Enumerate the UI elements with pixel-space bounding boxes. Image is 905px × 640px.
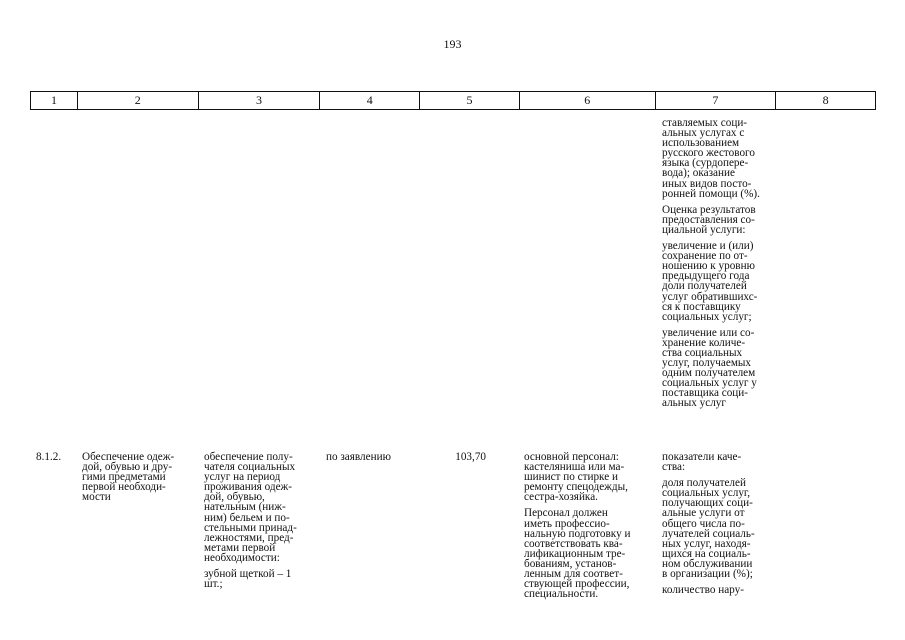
indicator-paragraph: показатели каче- ства: (662, 451, 742, 474)
page-number: 193 (443, 37, 462, 51)
continuation-quality-text (662, 118, 777, 415)
column-header-5: 5 (420, 92, 520, 109)
description-paragraph: зубной щеткой – 1 шт.; (204, 568, 292, 591)
service-condition: по заявлению (326, 451, 391, 463)
column-header-6: 6 (520, 92, 656, 109)
indicator-paragraph: доля получателей социальных услуг, получающих соци- альные услуги от общего числа по- лучателей социаль- ных услуг, находя- щихся на социаль- ном обслуживании в организации (%); (662, 477, 755, 581)
column-header-3: 3 (199, 92, 321, 109)
description-paragraph: обеспечение полу- чателя социальных услуг на период проживания одеж- дой, обувью, нательным (ниж- ним) бельем и по- стельными принад- лежностями, пред- метами первой необходимости: (204, 451, 297, 564)
table-header-row (30, 91, 876, 110)
continuation-paragraph: увеличение или со- хранение количе- ства социальных услуг, получаемых одним получателем социальных услуг у поставщика соци- альных услуг (662, 326, 757, 410)
indicator-paragraph: количество нару- (662, 584, 744, 597)
service-name: Обеспечение одеж- дой, обувью и дру- гими предметами первой необходи- мости (82, 451, 175, 504)
continuation-paragraph: ставляемых соци- альных услугах с использованием русского жестового языка (сурдопере- вода); оказание иных видов посто- ронней помощи (%). (662, 117, 760, 200)
column-header-8: 8 (822, 93, 829, 107)
continuation-paragraph: увеличение и (или) сохранение по от- ношению к уровню предыдущего года доли получателей услуг обратившихс- ся к поставщику социальных услуг; (662, 240, 758, 323)
column-header-2: 2 (78, 92, 199, 109)
staff-paragraph: Персонал должен иметь профессио- нальную подготовку и соответствовать ква- лификационным тре- бованиям, установ- ленным для соответ- ствующей профессии, специальности. (524, 507, 631, 601)
quality-indicators (662, 452, 777, 601)
column-header-1: 1 (31, 92, 78, 109)
row-number: 8.1.2. (36, 451, 62, 463)
service-description (204, 452, 316, 595)
continuation-paragraph: Оценка результатов предоставления со- циальной услуги: (662, 203, 756, 236)
service-staff (524, 452, 652, 605)
column-header-4: 4 (320, 92, 420, 109)
staff-paragraph: основной персонал: кастеляниша или ма- шинист по стирке и ремонту спецодежды, сестра-хозяйка. (524, 451, 628, 504)
service-price: 103,70 (455, 451, 486, 463)
column-header-7: 7 (656, 92, 777, 109)
